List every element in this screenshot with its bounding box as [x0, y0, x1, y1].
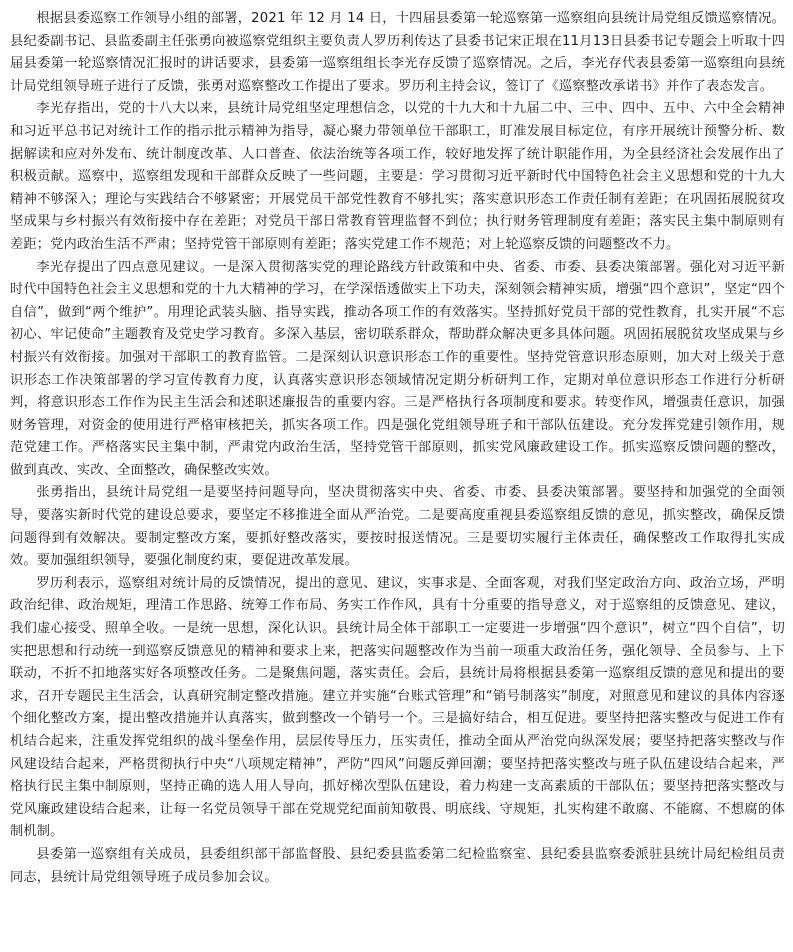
paragraph-four-suggestions: 李光存提出了四点意见建议。一是深入贯彻落实党的理论路线方针政策和中央、省委、市委、县委决策部署。强化对习近平新时代中国特色社会主义思想和党的十九大精神的学习，在学深悟透做实上下功夫，深刻领会精神实质，增强“四个意识”，坚定“四个自信”，做到“两个维护”。用理论武装头脑、指导实践，推动各项工作的有效落实。坚持抓好党员干部的党性教育，扎实开展“不忘初心、牢记使命”主题教育及党史学习教育。多深入基层，密切联系群众，帮助群众解决更多具体问题。巩固拓展脱贫攻坚成果与乡村振兴有效衔接。加强对干部职工的教育监管。二是深刻认识意识形态工作的重要性。坚持党管意识形态原则，加大对上级关于意识形态工作决策部署的学习宣传教育力度，认真落实意识形态领域情况定期分析研判工作，定期对单位意识形态工作进行分析研判，将意识形态工作作为民主生活会和述职述廉报告的重要内容。三是严格执行各项制度和要求。转变作风，增强责任意识，加强财务管理，对资金的使用进行严格审核把关，抓实各项工作。四是强化党组领导班子和干部队伍建设。充分发挥党建引领作用，规范党建工作。严格落实民主集中制，严肃党内政治生活，坚持党管干部原则，抓实党风廉政建设工作。抓实巡察反馈问题的整改，做到真改、实改、全面整改，确保整改实效。 [10, 259, 785, 478]
paragraph-rectification-requirements: 张勇指出，县统计局党组一是要坚持问题导向，坚决贯彻落实中央、省委、市委、县委决策部署。要坚持和加强党的全面领导，要落实新时代党的建设总要求，要坚定不移推进全面从严治党。二是要高度重视县委巡察组反馈的意见，抓实整改，确保反馈问题得到有效解决。要制定整改方案，要抓好整改落实，要按时报送情况。三是要切实履行主体责任，确保整改工作取得扎实成效。要加强组织领导，要强化制度约束，要促进改革发展。 [10, 485, 785, 569]
paragraph-attendees: 县委第一巡察组有关成员，县委组织部干部监督股、县纪委县监委第二纪检监察室、县纪委县监察委派驻县统计局纪检组员责同志，县统计局党组领导班子成员参加会议。 [10, 846, 785, 885]
paragraph-meeting-overview: 根据县委巡察工作领导小组的部署，2021 年 12 月 14 日，十四届县委第一轮巡察第一巡察组向县统计局党组反馈巡察情况。县纪委副书记、县监委副主任张勇向被巡察党组织主要负责人罗历利传达了县委书记宋正垠在11月13日县委书记专题会上听取十四届县委第一轮巡察情况汇报时的讲话要求，县委第一巡察组组长李光存反馈了巡察情况。之后，李光存代表县委第一巡察组向县统计局党组领导班子进行了反馈，张勇对巡察整改工作提出了要求。罗历利主持会议，签订了《巡察整改承诺书》并作了表态发言。 [10, 11, 785, 94]
paragraph-inspection-findings: 李光存指出，党的十八大以来，县统计局党组坚定理想信念，以党的十九大和十九届二中、三中、四中、五中、六中全会精神和习近平总书记对统计工作的指示批示精神为指导，凝心聚力带领单位干部职工，盯准发展目标定位，有序开展统计预警分析、数据解读和应对外发布、统计制度改革、人口普查、依法治统等各项工作，较好地发挥了统计职能作用，为全县经济社会发展作出了积极贡献。巡察中，巡察组发现和干部群众反映了一些问题，主要是：学习贯彻习近平新时代中国特色社会主义思想和党的十九大精神不够深入；理论与实践结合不够紧密；开展党员干部党性教育不够扎实；落实意识形态工作责任制有差距；在巩固拓展脱贫攻坚成果与乡村振兴有效衔接中存在差距；对党员干部日常教育管理监督不到位；执行财务管理制度有差距；落实民主集中制原则有差距；党内政治生活不严肃；坚持党管干部原则有差距；落实党建工作不规范；对上轮巡察反馈的问题整改不力。 [10, 101, 785, 252]
paragraph-statement-response: 罗历利表示，巡察组对统计局的反馈情况，提出的意见、建议，实事求是、全面客观，对我们坚定政治方向、政治立场，严明政治纪律、政治规矩，理清工作思路、统筹工作布局、务实工作作风，具有十分重要的指导意义，对于巡察组的反馈意见、建议，我们虚心接受、照单全收。一是统一思想，深化认识。县统计局全体干部职工一定要进一步增强“四个意识”，树立“四个自信”，切实把思想和行动统一到巡察反馈意见的精神和要求上来，把落实问题整改作为当前一项重大政治任务，强化领导、全员参与、上下联动，不折不扣地落实好各项整改任务。二是聚焦问题，落实责任。会后，县统计局将根据县委第一巡察组反馈的意见和提出的要求，召开专题民主生活会，认真研究制定整改措施。建立并实施“台账式管理”和“销号制落实”制度，对照意见和建议的具体内容逐个细化整改方案，提出整改措施并认真落实，做到整改一个销号一个。三是搞好结合，相互促进。要坚持把落实整改与促进工作有机结合起来，注重发挥党组织的战斗堡垒作用，层层传导压力，压实责任，推动全面从严治党向纵深发展；要坚持把落实整改与作风建设结合起来，严格贯彻执行中央“八项规定精神”，严防“四风”问题反弹回潮；要坚持把落实整改与班子队伍建设结合起来，严格执行民主集中制原则，坚持正确的选人用人导向，抓好梯次型队伍建设，着力构建一支高素质的干部队伍；要坚持把落实整改与党风廉政建设结合起来，让每一名党员领导干部在党规党纪面前知敬畏、明底线、守规矩，扎实构建不敢腐、不能腐、不想腐的体制机制。 [10, 575, 785, 840]
